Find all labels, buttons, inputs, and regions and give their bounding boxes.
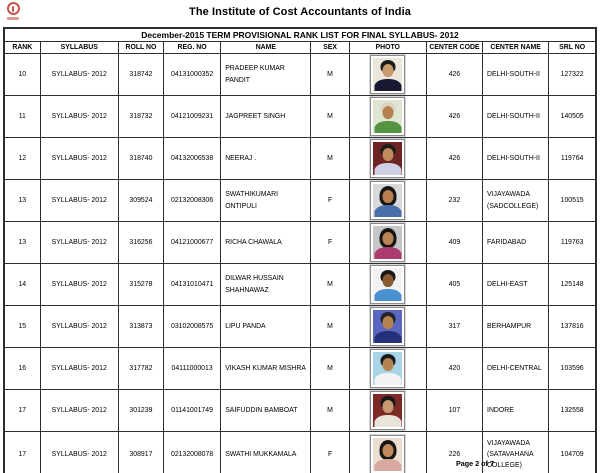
roll-no-cell: 318732 <box>118 96 163 138</box>
photo-cell <box>349 138 426 180</box>
roll-no-cell: 309524 <box>118 180 163 222</box>
name-cell: PRADEEP KUMAR PANDIT <box>221 54 311 96</box>
center-name-cell: DELHI-CENTRAL <box>483 348 549 390</box>
rank-list-table <box>3 27 597 473</box>
name-cell: RICHA CHAWALA <box>221 222 311 264</box>
portrait-image <box>373 352 402 385</box>
name-cell: LIPU PANDA <box>221 306 311 348</box>
portrait-face <box>382 358 393 371</box>
rank-cell: 17 <box>4 432 40 473</box>
srl-no-cell: 137816 <box>549 306 596 348</box>
student-photo <box>370 391 405 430</box>
syllabus-cell: SYLLABUS- 2012 <box>40 138 118 180</box>
roll-no-cell: 316256 <box>118 222 163 264</box>
page-number: Page 2 of 7 <box>456 459 494 468</box>
syllabus-cell: SYLLABUS- 2012 <box>40 180 118 222</box>
photo-cell <box>349 180 426 222</box>
portrait-shirt <box>374 331 401 343</box>
srl-no-cell: 104709 <box>549 432 596 473</box>
portrait-face <box>382 316 393 329</box>
center-code-cell: 426 <box>426 54 482 96</box>
srl-no-cell: 125148 <box>549 264 596 306</box>
rank-cell: 17 <box>4 390 40 432</box>
photo-cell <box>349 348 426 390</box>
name-cell: VIKASH KUMAR MISHRA <box>221 348 311 390</box>
reg-no-cell: 04121009231 <box>164 96 221 138</box>
photo-cell <box>349 432 426 473</box>
photo-cell <box>349 264 426 306</box>
rank-cell: 16 <box>4 348 40 390</box>
center-code-cell: 226 <box>426 432 482 473</box>
student-photo <box>370 139 405 178</box>
sex-cell: M <box>311 138 349 180</box>
roll-no-cell: 318740 <box>118 138 163 180</box>
center-code-cell: 426 <box>426 138 482 180</box>
table-row <box>4 96 596 138</box>
icai-logo-caption <box>7 17 19 20</box>
table-row <box>4 222 596 264</box>
syllabus-cell: SYLLABUS- 2012 <box>40 96 118 138</box>
student-photo <box>370 349 405 388</box>
center-name-cell: FARIDABAD <box>483 222 549 264</box>
col-header-roll-no: ROLL NO <box>118 42 163 54</box>
syllabus-cell: SYLLABUS- 2012 <box>40 390 118 432</box>
table-row <box>4 390 596 432</box>
center-code-cell: 107 <box>426 390 482 432</box>
col-header-reg-no: REG. NO <box>164 42 221 54</box>
table-row <box>4 306 596 348</box>
student-photo <box>370 55 405 94</box>
student-photo <box>370 97 405 136</box>
table-row <box>4 432 596 473</box>
roll-no-cell: 317782 <box>118 348 163 390</box>
syllabus-cell: SYLLABUS- 2012 <box>40 222 118 264</box>
sex-cell: F <box>311 432 349 473</box>
col-header-rank: RANK <box>4 42 40 54</box>
reg-no-cell: 04131010471 <box>164 264 221 306</box>
portrait-image <box>373 310 402 343</box>
rank-cell: 10 <box>4 54 40 96</box>
rank-cell: 12 <box>4 138 40 180</box>
col-header-photo: PHOTO <box>349 42 426 54</box>
rank-cell: 13 <box>4 222 40 264</box>
center-code-cell: 426 <box>426 96 482 138</box>
report-subtitle: December-2015 TERM PROVISIONAL RANK LIST FOR FINAL SYLLABUS- 2012 <box>4 28 596 42</box>
portrait-shirt <box>374 247 401 259</box>
portrait-face <box>382 106 393 119</box>
srl-no-cell: 140505 <box>549 96 596 138</box>
sex-cell: M <box>311 96 349 138</box>
portrait-face <box>382 148 393 161</box>
portrait-face <box>382 274 393 287</box>
center-code-cell: 405 <box>426 264 482 306</box>
portrait-shirt <box>374 373 401 385</box>
center-name-cell: BERHAMPUR <box>483 306 549 348</box>
sex-cell: M <box>311 264 349 306</box>
srl-no-cell: 100515 <box>549 180 596 222</box>
photo-cell <box>349 222 426 264</box>
portrait-shirt <box>374 163 401 175</box>
center-code-cell: 409 <box>426 222 482 264</box>
rank-cell: 13 <box>4 180 40 222</box>
syllabus-cell: SYLLABUS- 2012 <box>40 432 118 473</box>
reg-no-cell: 04132006538 <box>164 138 221 180</box>
center-name-cell: DELHI-SOUTH-II <box>483 96 549 138</box>
subtitle-row <box>4 28 596 42</box>
roll-no-cell: 313873 <box>118 306 163 348</box>
sex-cell: M <box>311 306 349 348</box>
center-code-cell: 232 <box>426 180 482 222</box>
rank-cell: 14 <box>4 264 40 306</box>
portrait-shirt <box>374 289 401 301</box>
center-name-cell: DELHI-EAST <box>483 264 549 306</box>
roll-no-cell: 318742 <box>118 54 163 96</box>
roll-no-cell: 315278 <box>118 264 163 306</box>
table-row <box>4 54 596 96</box>
center-code-cell: 420 <box>426 348 482 390</box>
portrait-face <box>382 64 393 77</box>
portrait-face <box>382 444 393 457</box>
table-row <box>4 180 596 222</box>
portrait-image <box>373 394 402 427</box>
portrait-image <box>373 226 402 259</box>
col-header-srl-no: SRL NO <box>549 42 596 54</box>
center-name-cell: VIJAYAWADA (SATAVAHANA COLLEGE) <box>483 432 549 473</box>
photo-cell <box>349 306 426 348</box>
photo-cell <box>349 96 426 138</box>
student-photo <box>370 435 405 473</box>
column-header-row <box>4 42 596 54</box>
portrait-shirt <box>374 205 401 217</box>
reg-no-cell: 04131000352 <box>164 54 221 96</box>
sex-cell: M <box>311 390 349 432</box>
srl-no-cell: 127322 <box>549 54 596 96</box>
page-header <box>0 0 600 27</box>
page-title: The Institute of Cost Accountants of India <box>189 6 411 18</box>
syllabus-cell: SYLLABUS- 2012 <box>40 264 118 306</box>
portrait-shirt <box>374 415 401 427</box>
portrait-shirt <box>374 79 401 91</box>
sex-cell: M <box>311 348 349 390</box>
reg-no-cell: 02132008078 <box>164 432 221 473</box>
srl-no-cell: 119763 <box>549 222 596 264</box>
srl-no-cell: 132558 <box>549 390 596 432</box>
center-name-cell: DELHI-SOUTH-II <box>483 138 549 180</box>
center-name-cell: DELHI-SOUTH-II <box>483 54 549 96</box>
portrait-image <box>373 58 402 91</box>
center-code-cell: 317 <box>426 306 482 348</box>
student-photo <box>370 223 405 262</box>
col-header-name: NAME <box>221 42 311 54</box>
col-header-sex: SEX <box>311 42 349 54</box>
table-row <box>4 264 596 306</box>
portrait-face <box>382 232 393 245</box>
portrait-shirt <box>374 459 401 471</box>
portrait-image <box>373 184 402 217</box>
name-cell: SWATHIKUMARI ONTIPULI <box>221 180 311 222</box>
syllabus-cell: SYLLABUS- 2012 <box>40 306 118 348</box>
portrait-face <box>382 190 393 203</box>
name-cell: JAGPREET SINGH <box>221 96 311 138</box>
col-header-center-name: CENTER NAME <box>483 42 549 54</box>
col-header-center-code: CENTER CODE <box>426 42 482 54</box>
portrait-image <box>373 100 402 133</box>
center-name-cell: VIJAYAWADA (SADCOLLEGE) <box>483 180 549 222</box>
sex-cell: F <box>311 180 349 222</box>
portrait-shirt <box>374 121 401 133</box>
reg-no-cell: 03102008575 <box>164 306 221 348</box>
portrait-image <box>373 438 402 471</box>
center-name-cell: INDORE <box>483 390 549 432</box>
portrait-image <box>373 142 402 175</box>
name-cell: DILWAR HUSSAIN SHAHNAWAZ <box>221 264 311 306</box>
rank-cell: 11 <box>4 96 40 138</box>
photo-cell <box>349 54 426 96</box>
col-header-syllabus: SYLLABUS <box>40 42 118 54</box>
photo-cell <box>349 390 426 432</box>
table-row <box>4 348 596 390</box>
name-cell: SAIFUDDIN BAMBOAT <box>221 390 311 432</box>
sex-cell: F <box>311 222 349 264</box>
roll-no-cell: 301239 <box>118 390 163 432</box>
roll-no-cell: 308917 <box>118 432 163 473</box>
srl-no-cell: 103596 <box>549 348 596 390</box>
student-photo <box>370 307 405 346</box>
rank-cell: 15 <box>4 306 40 348</box>
reg-no-cell: 02132008306 <box>164 180 221 222</box>
name-cell: NEERAJ . <box>221 138 311 180</box>
reg-no-cell: 04121000677 <box>164 222 221 264</box>
portrait-face <box>382 400 393 413</box>
srl-no-cell: 119764 <box>549 138 596 180</box>
reg-no-cell: 04111000013 <box>164 348 221 390</box>
syllabus-cell: SYLLABUS- 2012 <box>40 348 118 390</box>
syllabus-cell: SYLLABUS- 2012 <box>40 54 118 96</box>
student-photo <box>370 265 405 304</box>
icai-logo-ring <box>7 2 20 15</box>
name-cell: SWATHI MUKKAMALA <box>221 432 311 473</box>
icai-logo-icon <box>5 2 21 25</box>
sex-cell: M <box>311 54 349 96</box>
table-row <box>4 138 596 180</box>
portrait-image <box>373 268 402 301</box>
reg-no-cell: 01141001749 <box>164 390 221 432</box>
student-photo <box>370 181 405 220</box>
